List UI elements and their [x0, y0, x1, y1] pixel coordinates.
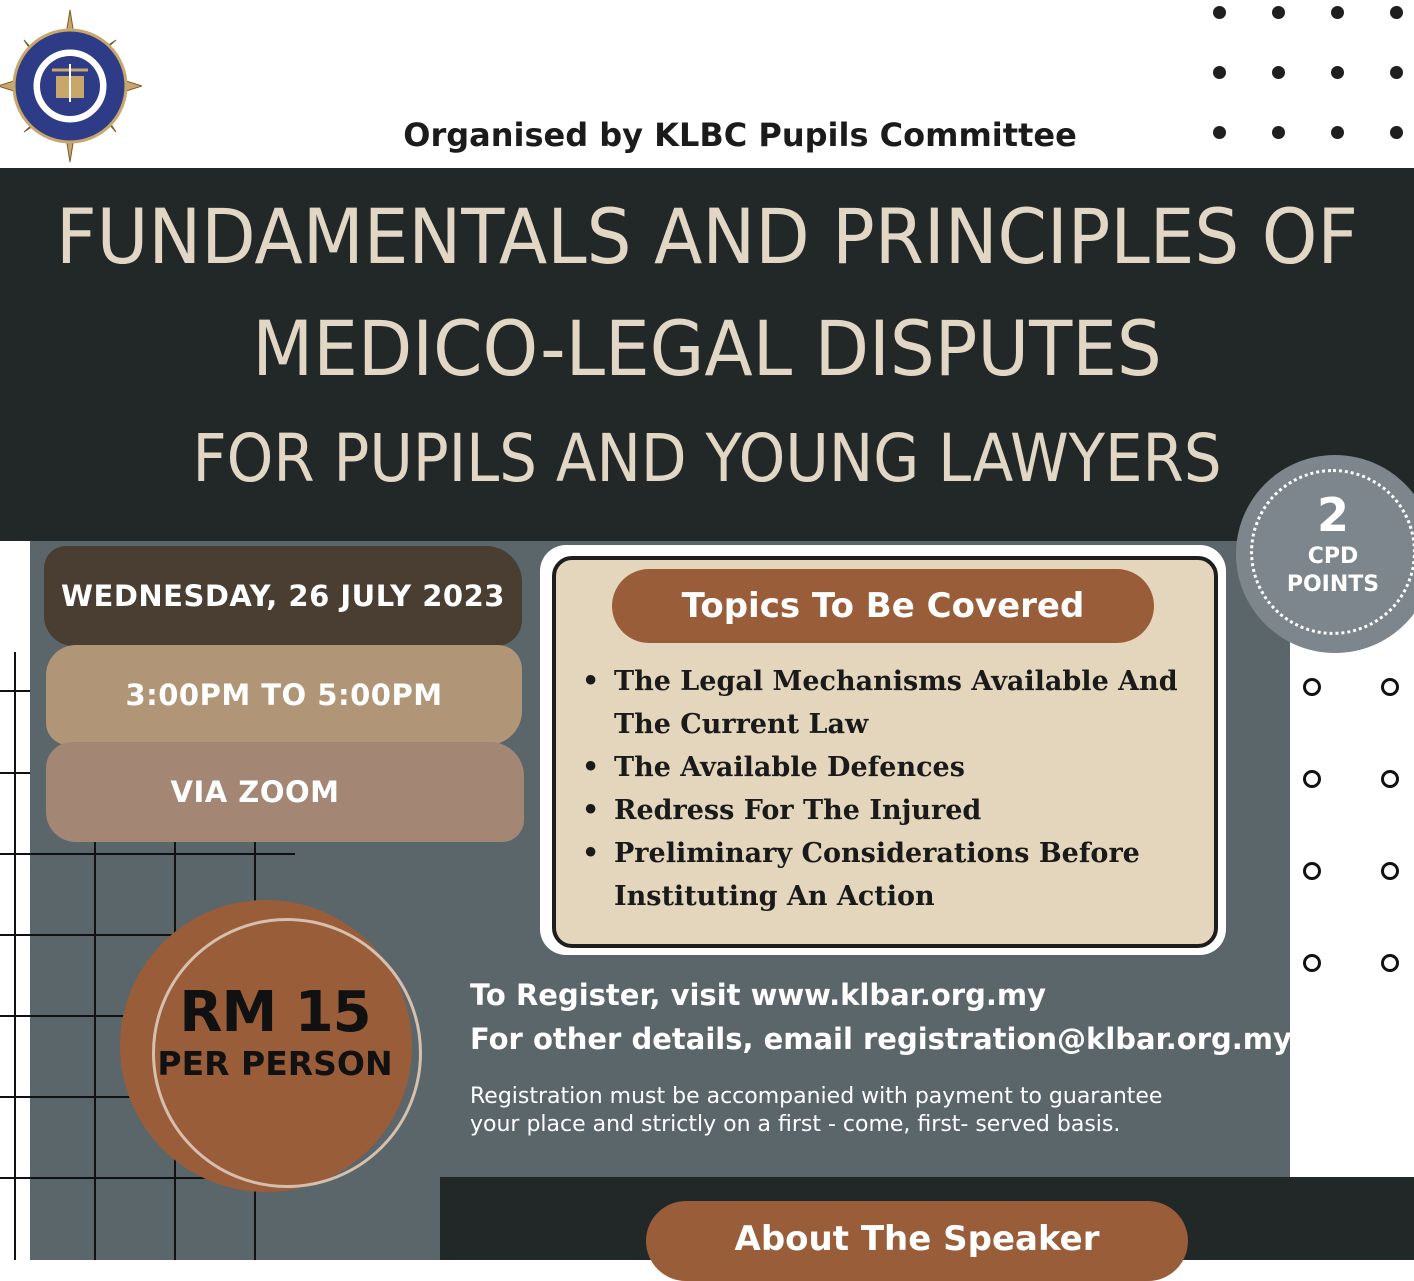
price-per-person: PER PERSON — [157, 1044, 393, 1083]
title-line-2: MEDICO-LEGAL DISPUTES — [252, 304, 1162, 393]
organiser-text: Organised by KLBC Pupils Committee — [403, 116, 1077, 154]
cpd-points-number: 2 — [1316, 488, 1349, 542]
event-time: 3:00PM TO 5:00PM — [125, 678, 443, 712]
title-line-1: FUNDAMENTALS AND PRINCIPLES OF — [55, 192, 1359, 281]
contact-info: For other details, email registration@klbar.org.my — [470, 1022, 1292, 1056]
about-speaker-banner: About The Speaker — [646, 1201, 1188, 1281]
time-brush — [46, 645, 522, 745]
register-info: To Register, visit www.klbar.org.my — [470, 978, 1046, 1012]
venue-brush — [46, 742, 524, 842]
registration-note-line-2: your place and strictly on a first - come, first- served basis. — [470, 1112, 1121, 1137]
title-line-3: FOR PUPILS AND YOUNG LAWYERS — [192, 420, 1222, 497]
topics-list — [582, 660, 1202, 918]
topic-item: • Redress For The Injured — [582, 789, 1202, 832]
date-brush — [44, 546, 522, 646]
topic-item: • The Available Defences — [582, 746, 1202, 789]
topic-item: • Preliminary Considerations Before Instituting An Action — [582, 832, 1202, 918]
registration-note-line-1: Registration must be accompanied with payment to guarantee — [470, 1084, 1163, 1109]
event-venue: VIA ZOOM — [170, 775, 340, 809]
price-amount: RM 15 — [179, 980, 371, 1045]
event-date: WEDNESDAY, 26 JULY 2023 — [61, 579, 505, 613]
bar-malaysia-logo — [0, 6, 142, 166]
topic-item: • The Legal Mechanisms Available And The Current Law — [582, 660, 1202, 746]
title-band — [0, 168, 1414, 541]
cpd-label: CPD — [1307, 544, 1359, 569]
topics-header: Topics To Be Covered — [612, 569, 1154, 643]
cpd-points-label: POINTS — [1286, 572, 1380, 597]
